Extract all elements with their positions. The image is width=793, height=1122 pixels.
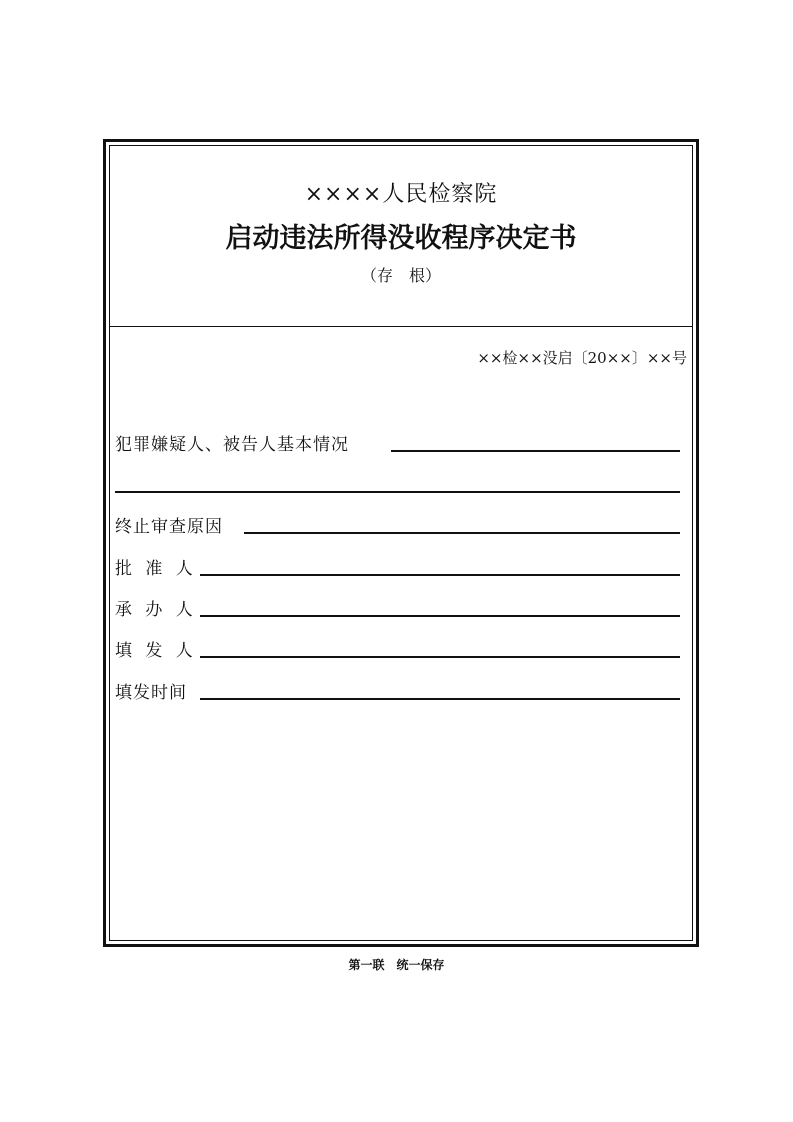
document-frame: [103, 139, 699, 947]
handler-line: [200, 615, 680, 617]
issue-time-line: [200, 698, 680, 700]
issue-time-label: 填发时间: [115, 683, 187, 703]
suspect-info-line-2: [115, 491, 680, 493]
handler-label: 承 办 人: [115, 600, 197, 620]
issuer-line: [200, 656, 680, 658]
termination-reason-label: 终止审查原因: [115, 517, 223, 537]
approver-line: [200, 574, 680, 576]
footer-note: 第一联 统一保存: [348, 958, 445, 972]
organization-name: ××××人民检察院: [304, 182, 498, 207]
document-title: 启动违法所得没收程序决定书: [225, 223, 577, 254]
document-subtitle: （存 根）: [360, 266, 441, 285]
approver-label: 批 准 人: [115, 559, 197, 579]
document-number: ××检××没启〔20××〕××号: [477, 349, 687, 367]
issuer-label: 填 发 人: [115, 641, 197, 661]
suspect-info-label: 犯罪嫌疑人、被告人基本情况: [115, 435, 349, 455]
header-divider: [110, 326, 692, 327]
suspect-info-line: [391, 450, 680, 452]
document-inner-frame: [109, 145, 693, 941]
termination-reason-line: [244, 532, 680, 534]
